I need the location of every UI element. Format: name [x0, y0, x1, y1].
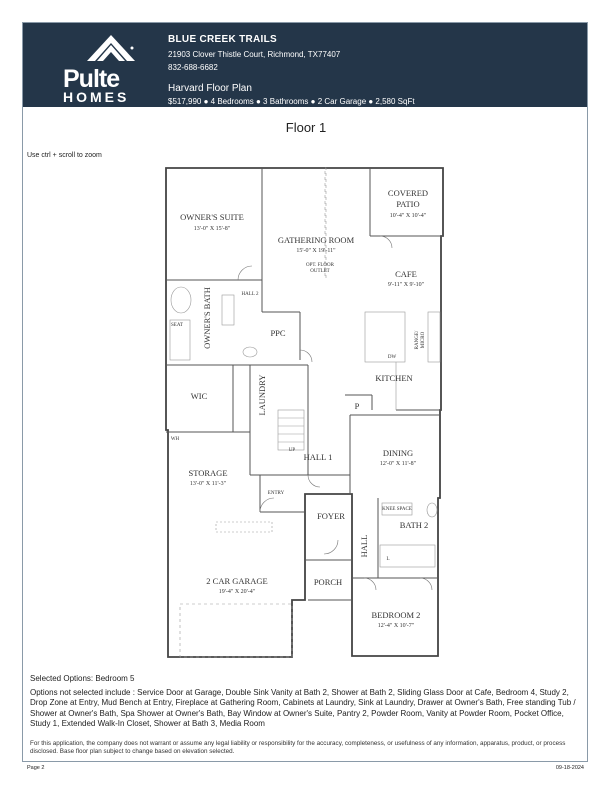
floor-outlet-note-1: OPT. FLOOR: [306, 263, 334, 268]
cafe-dim: 9'-11" X 9'-10": [387, 282, 425, 288]
storage-dim: 13'-0" X 11'-3": [189, 481, 227, 487]
gathering-room-dim: 15'-0" X 19'-11": [296, 248, 336, 254]
selected-options: Selected Options: Bedroom 5: [30, 674, 135, 683]
seat-note: SEAT: [171, 323, 183, 328]
print-date: 09-18-2024: [555, 765, 584, 771]
hall-1-label: HALL 1: [303, 452, 333, 462]
pulte-homes-logo: [59, 31, 159, 105]
owners-bath-label: OWNER'S BATH: [202, 287, 212, 349]
kitchen-label: KITCHEN: [375, 373, 413, 383]
wic-label: WIC: [190, 391, 208, 401]
water-heater-note: WH: [170, 437, 180, 442]
knee-space-note: KNEE SPACE: [382, 507, 412, 512]
garage-label: 2 CAR GARAGE: [206, 576, 268, 586]
owners-suite-label: OWNER'S SUITE: [180, 212, 244, 222]
range-note-1: RANGE/: [415, 330, 420, 350]
floor-title: Floor 1: [285, 120, 327, 135]
dining-dim: 12'-0" X 11'-8": [379, 461, 417, 467]
bedroom-2-dim: 12'-4" X 10'-7": [377, 623, 415, 629]
community-name: BLUE CREEK TRAILS: [168, 34, 277, 45]
porch-label: PORCH: [313, 577, 343, 587]
covered-patio-label-1: COVERED: [387, 188, 429, 198]
range-note-2: MICRO: [421, 331, 426, 349]
logo-subtitle: HOMES: [63, 89, 130, 105]
entry-label: ENTRY: [267, 491, 285, 496]
door-swings: [238, 236, 432, 590]
gathering-room-label: GATHERING ROOM: [277, 235, 355, 245]
community-phone: 832-688-6682: [168, 63, 218, 72]
hall-label: HALL: [359, 534, 369, 558]
bath-2-label: BATH 2: [399, 520, 429, 530]
page-number: Page 2: [27, 765, 45, 771]
bedroom-2-label: BEDROOM 2: [371, 610, 421, 620]
cafe-label: CAFE: [395, 269, 417, 279]
options-not-selected: Options not selected include : Service Door at Garage, Double Sink Vanity at Bath 2, Shower at Bath 2, Sliding Glass Door at Cafe, Bedroom 4, Study 2, Drop Zone at Entry, Mud Bench at Entry, Fireplace at Gathering Room, Cabinets at Laundry, Sink at Laundry, Drawer at Owner's Bath, Free standing Tub / Shower at Owner's Bath, Spa Shower at Owner's Bath, Bay Window at Owner's Suite, Pantry 2, Powder Room, Vanity at Powder Room, Pocket Office, Study 1, Extended Walk-In Closet, Shower at Bath 3, Media Room: [30, 688, 576, 728]
plan-name: Harvard Floor Plan: [168, 83, 252, 94]
floor-outlet-note-2: OUTLET: [310, 269, 330, 274]
dishwasher-note: DW: [387, 355, 397, 360]
laundry-label: LAUNDRY: [257, 374, 267, 416]
garage-dim: 19'-4" X 20'-4": [218, 589, 256, 595]
plan-specs: $517,990 ● 4 Bedrooms ● 3 Bathrooms ● 2 Car Garage ● 2,580 SqFt: [168, 97, 415, 106]
community-address: 21903 Clover Thistle Court, Richmond, TX77407: [168, 50, 341, 59]
covered-patio-label-2: PATIO: [396, 199, 420, 209]
logo-wordmark: Pulte: [63, 65, 120, 93]
storage-label: STORAGE: [188, 468, 228, 478]
zoom-hint: Use ctrl + scroll to zoom: [27, 152, 102, 159]
pantry-label: P: [354, 401, 360, 411]
header-band: [23, 23, 587, 107]
foyer-label: FOYER: [317, 511, 345, 521]
disclaimer: For this application, the company does not warrant or assume any legal liability or responsibility for the accuracy, completeness, or usefulness of any information, apparatus, product, or process disclosed. Base floor plan subject to change based on elevation selected.: [30, 740, 566, 756]
dining-label: DINING: [382, 448, 414, 458]
linen-note: L: [386, 557, 390, 562]
stair-up-note: UP: [288, 448, 296, 453]
floor-plan[interactable]: [160, 160, 450, 660]
hall-2-label: HALL 2: [241, 292, 259, 297]
logo-mark-icon: [81, 31, 141, 67]
ppc-label: PPC: [270, 328, 286, 338]
covered-patio-dim: 10'-4" X 10'-4": [389, 213, 427, 219]
owners-suite-dim: 13'-0" X 15'-8": [193, 226, 231, 232]
